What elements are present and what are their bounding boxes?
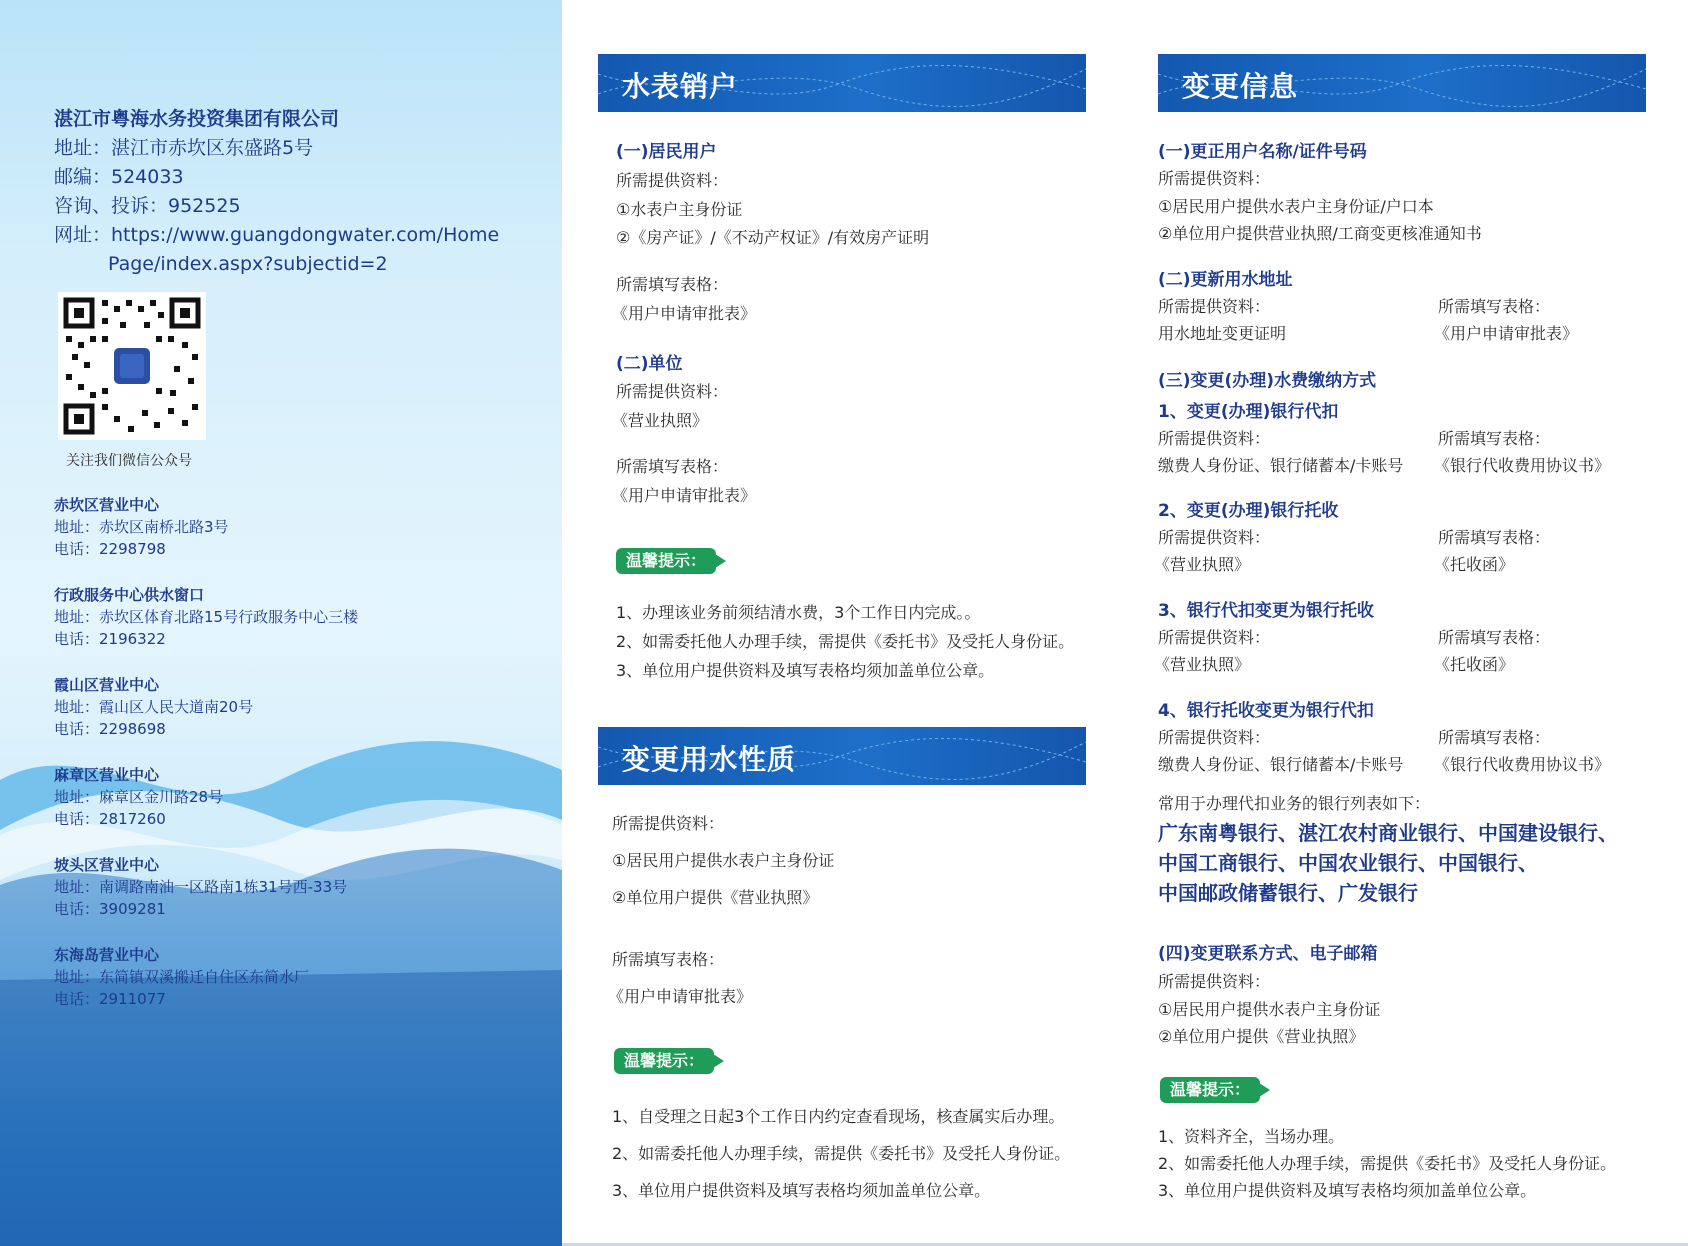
material-item: ①居民用户提供水表户主身份证: [1158, 1000, 1381, 1019]
office-phone: 电话：2817260: [54, 810, 166, 828]
tip-item: 1、办理该业务前须结清水费，3个工作日内完成。。: [616, 603, 981, 622]
form-item: 《托收函》: [1434, 655, 1515, 674]
forms-label: 所需填写表格：: [1438, 628, 1551, 647]
office-phone: 电话：2298798: [54, 540, 166, 558]
tip-item: 2、如需委托他人办理手续，需提供《委托书》及受托人身份证。: [1158, 1154, 1617, 1173]
tip-item: 1、资料齐全，当场办理。: [1158, 1127, 1345, 1146]
materials-label: 所需提供资料：: [1158, 972, 1271, 991]
forms-label: 所需填写表格：: [612, 950, 725, 969]
office-phone: 电话：3909281: [54, 900, 166, 918]
materials-label: 所需提供资料：: [1158, 628, 1271, 647]
materials-label: 所需提供资料：: [616, 171, 729, 190]
material-item: ①居民用户提供水表户主身份证: [612, 851, 835, 870]
tip-item: 2、如需委托他人办理手续，需提供《委托书》及受托人身份证。: [612, 1144, 1071, 1163]
bank-list-line: 中国工商银行、中国农业银行、中国银行、: [1158, 851, 1538, 875]
office-name: 行政服务中心供水窗口: [54, 586, 205, 604]
form-item: 《托收函》: [1434, 555, 1515, 574]
form-item: 《用户申请审批表》: [612, 486, 757, 505]
office-address: 地址：麻章区金川路28号: [54, 788, 224, 806]
office-phone: 电话：2298698: [54, 720, 166, 738]
tip-item: 3、单位用户提供资料及填写表格均须加盖单位公章。: [612, 1181, 991, 1200]
material-item: ②单位用户提供《营业执照》: [612, 888, 819, 907]
s4-heading: (四)变更联系方式、电子邮箱: [1158, 944, 1378, 964]
office-address: 地址：南调路南油一区路南1栋31号西-33号: [54, 878, 348, 896]
banks-intro: 常用于办理代扣业务的银行列表如下：: [1158, 794, 1431, 813]
s3-1-heading: 1、变更(办理)银行代扣: [1158, 402, 1339, 422]
complaint-hotline: 咨询、投诉：952525: [54, 195, 241, 217]
bank-list-line: 中国邮政储蓄银行、广发银行: [1158, 881, 1418, 905]
section-title: 水表销户: [622, 70, 739, 103]
materials-label: 所需提供资料：: [616, 382, 729, 401]
office-name: 麻章区营业中心: [54, 766, 160, 784]
website-link-continued[interactable]: Page/index.aspx?subjectid=2: [108, 253, 388, 275]
form-item: 《银行代收费用协议书》: [1434, 755, 1611, 774]
materials-label: 所需提供资料：: [612, 814, 725, 833]
website-link[interactable]: 网址：https://www.guangdongwater.com/Home: [54, 224, 500, 246]
company-name: 湛江市粤海水务投资集团有限公司: [54, 108, 340, 130]
form-item: 《用户申请审批表》: [1434, 324, 1579, 343]
tip-badge: 温馨提示：: [616, 548, 716, 574]
s2-heading: (二)更新用水地址: [1158, 270, 1293, 290]
tip-badge-tail: [710, 1052, 724, 1070]
forms-label: 所需填写表格：: [1438, 297, 1551, 316]
section-title: 变更用水性质: [622, 743, 797, 776]
qr-caption: 关注我们微信公众号: [66, 453, 192, 469]
company-address: 地址：湛江市赤坎区东盛路5号: [54, 137, 314, 159]
s3-2-heading: 2、变更(办理)银行托收: [1158, 501, 1339, 521]
office-name: 东海岛营业中心: [54, 946, 160, 964]
office-name: 坡头区营业中心: [54, 856, 160, 874]
tip-item: 1、自受理之日起3个工作日内约定查看现场，核查属实后办理。: [612, 1107, 1065, 1126]
section-title: 变更信息: [1182, 70, 1299, 103]
materials-label: 所需提供资料：: [1158, 429, 1271, 448]
form-item: 《银行代收费用协议书》: [1434, 456, 1611, 475]
material-item: 《营业执照》: [1154, 655, 1251, 674]
s1-heading: (一)更正用户名称/证件号码: [1158, 142, 1367, 162]
material-item: 缴费人身份证、银行储蓄本/卡账号: [1158, 755, 1404, 774]
s3-4-heading: 4、银行托收变更为银行代扣: [1158, 701, 1374, 721]
tip-item: 2、如需委托他人办理手续，需提供《委托书》及受托人身份证。: [616, 632, 1075, 651]
s3-3-heading: 3、银行代扣变更为银行托收: [1158, 601, 1374, 621]
material-item: ①居民用户提供水表户主身份证/户口本: [1158, 197, 1434, 216]
forms-label: 所需填写表格：: [616, 457, 729, 476]
tip-badge-tail: [712, 552, 726, 570]
tip-badge: 温馨提示：: [1160, 1077, 1260, 1103]
material-item: 《营业执照》: [1154, 555, 1251, 574]
material-item: 用水地址变更证明: [1158, 324, 1287, 343]
office-address: 地址：赤坎区南桥北路3号: [54, 518, 229, 536]
materials-label: 所需提供资料：: [1158, 297, 1271, 316]
forms-label: 所需填写表格：: [1438, 728, 1551, 747]
tip-item: 3、单位用户提供资料及填写表格均须加盖单位公章。: [1158, 1181, 1537, 1200]
materials-label: 所需提供资料：: [1158, 528, 1271, 547]
bank-list-line: 广东南粤银行、湛江农村商业银行、中国建设银行、: [1158, 821, 1618, 845]
material-item: ②单位用户提供《营业执照》: [1158, 1027, 1365, 1046]
resident-heading: (一)居民用户: [616, 142, 717, 162]
material-item: ①水表户主身份证: [616, 200, 743, 219]
tip-item: 3、单位用户提供资料及填写表格均须加盖单位公章。: [616, 661, 995, 680]
office-name: 霞山区营业中心: [54, 676, 160, 694]
unit-heading: (二)单位: [616, 354, 683, 374]
wechat-qr-code: [58, 292, 206, 440]
forms-label: 所需填写表格：: [1438, 429, 1551, 448]
material-item: 《营业执照》: [612, 411, 709, 430]
section-header-nature: [598, 727, 1086, 785]
office-address: 地址：东简镇双溪搬迁自住区东简水厂: [54, 968, 310, 986]
office-name: 赤坎区营业中心: [54, 496, 160, 514]
form-item: 《用户申请审批表》: [608, 987, 753, 1006]
tip-badge-tail: [1256, 1081, 1270, 1099]
s3-heading: (三)变更(办理)水费缴纳方式: [1158, 371, 1377, 391]
office-address: 地址：霞山区人民大道南20号: [54, 698, 254, 716]
material-item: 缴费人身份证、银行储蓄本/卡账号: [1158, 456, 1404, 475]
tip-badge: 温馨提示：: [614, 1048, 714, 1074]
form-item: 《用户申请审批表》: [612, 304, 757, 323]
section-header-cancel: [598, 54, 1086, 112]
office-phone: 电话：2911077: [54, 990, 166, 1008]
section-header-change: [1158, 54, 1646, 112]
office-address: 地址：赤坎区体育北路15号行政服务中心三楼: [54, 608, 359, 626]
material-item: ②单位用户提供营业执照/工商变更核准通知书: [1158, 224, 1482, 243]
material-item: ②《房产证》/《不动产权证》/有效房产证明: [616, 228, 930, 247]
forms-label: 所需填写表格：: [1438, 528, 1551, 547]
materials-label: 所需提供资料：: [1158, 728, 1271, 747]
materials-label: 所需提供资料：: [1158, 169, 1271, 188]
company-postcode: 邮编：524033: [54, 166, 184, 188]
forms-label: 所需填写表格：: [616, 275, 729, 294]
office-phone: 电话：2196322: [54, 630, 166, 648]
